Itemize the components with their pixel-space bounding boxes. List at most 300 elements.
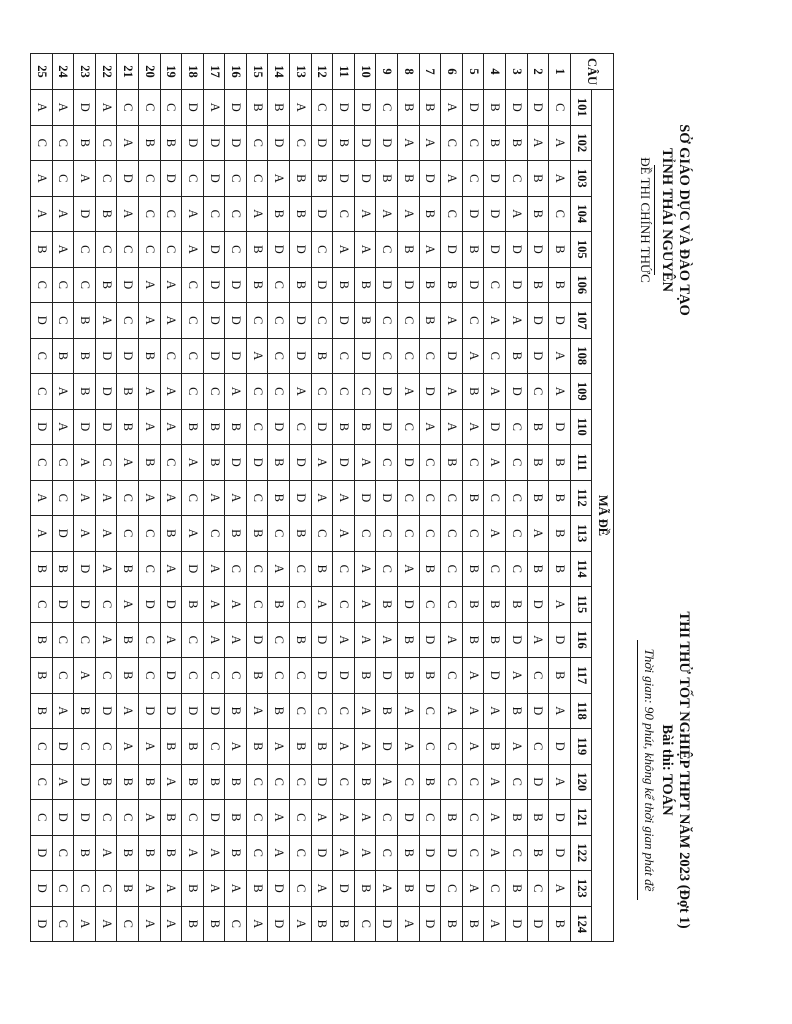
- answer-cell: D: [95, 374, 117, 410]
- answer-cell: A: [506, 658, 528, 694]
- answer-cell: D: [30, 835, 52, 871]
- answer-cell: A: [95, 516, 117, 552]
- answer-cell: B: [268, 445, 290, 481]
- answer-cell: B: [290, 267, 312, 303]
- answer-cell: C: [138, 196, 160, 232]
- answer-cell: C: [246, 480, 268, 516]
- question-number: 4: [484, 54, 506, 90]
- answer-cell: B: [398, 161, 420, 197]
- table-row: [311, 54, 333, 942]
- answer-cell: A: [160, 409, 182, 445]
- answer-cell: C: [225, 906, 247, 942]
- answer-cell: A: [160, 303, 182, 339]
- answer-cell: C: [311, 516, 333, 552]
- answer-cell: C: [354, 374, 376, 410]
- answer-cell: C: [333, 587, 355, 623]
- answer-cell: B: [484, 125, 506, 161]
- answer-cell: B: [246, 729, 268, 765]
- answer-cell: C: [527, 871, 549, 907]
- answer-cell: C: [182, 161, 204, 197]
- header-left-rule: [654, 165, 655, 275]
- answer-cell: C: [354, 906, 376, 942]
- answer-cell: B: [95, 764, 117, 800]
- answer-cell: C: [290, 764, 312, 800]
- answer-cell: C: [333, 693, 355, 729]
- answer-cell: A: [268, 800, 290, 836]
- answer-cell: D: [484, 232, 506, 268]
- answer-cell: C: [30, 800, 52, 836]
- answer-cell: D: [462, 90, 484, 126]
- answer-cell: B: [138, 125, 160, 161]
- answer-cell: C: [506, 835, 528, 871]
- answer-cell: C: [398, 303, 420, 339]
- answer-cell: A: [52, 90, 74, 126]
- answer-cell: D: [203, 303, 225, 339]
- answer-cell: B: [311, 729, 333, 765]
- answer-cell: B: [462, 906, 484, 942]
- answer-cell: A: [225, 480, 247, 516]
- answer-cell: B: [333, 409, 355, 445]
- answer-cell: A: [462, 693, 484, 729]
- answer-cell: B: [549, 658, 571, 694]
- answer-cell: A: [74, 906, 96, 942]
- answer-cell: C: [441, 125, 463, 161]
- answer-cell: A: [398, 374, 420, 410]
- answer-cell: D: [52, 800, 74, 836]
- answer-cell: B: [30, 551, 52, 587]
- question-column-header: CÂU: [570, 54, 613, 90]
- answer-cell: A: [160, 551, 182, 587]
- answer-cell: D: [268, 871, 290, 907]
- answer-cell: C: [398, 338, 420, 374]
- answer-cell: C: [398, 764, 420, 800]
- answer-cell: A: [290, 374, 312, 410]
- answer-cell: D: [527, 906, 549, 942]
- answer-cell: B: [354, 658, 376, 694]
- answer-cell: C: [74, 871, 96, 907]
- answer-cell: C: [506, 551, 528, 587]
- answer-cell: B: [527, 445, 549, 481]
- answer-cell: D: [52, 729, 74, 765]
- answer-cell: A: [333, 800, 355, 836]
- answer-cell: A: [74, 161, 96, 197]
- answer-cell: B: [462, 480, 484, 516]
- answer-cell: B: [398, 622, 420, 658]
- answer-cell: B: [117, 871, 139, 907]
- answer-cell: A: [30, 90, 52, 126]
- answer-cell: C: [376, 90, 398, 126]
- answer-cell: B: [506, 338, 528, 374]
- header-row-codes: [570, 54, 592, 942]
- answer-cell: D: [246, 622, 268, 658]
- answer-cell: B: [506, 587, 528, 623]
- table-row: [225, 54, 247, 942]
- answer-cell: A: [74, 445, 96, 481]
- answer-cell: A: [52, 374, 74, 410]
- answer-cell: D: [462, 196, 484, 232]
- answer-cell: B: [549, 480, 571, 516]
- answer-cell: B: [246, 232, 268, 268]
- answer-cell: A: [160, 906, 182, 942]
- answer-cell: B: [268, 196, 290, 232]
- answer-cell: B: [506, 693, 528, 729]
- answer-cell: C: [30, 729, 52, 765]
- answer-cell: A: [138, 906, 160, 942]
- answer-cell: A: [441, 622, 463, 658]
- answer-cell: D: [333, 303, 355, 339]
- answer-cell: D: [527, 303, 549, 339]
- answer-cell: B: [376, 161, 398, 197]
- answer-cell: C: [268, 267, 290, 303]
- answer-cell: C: [419, 693, 441, 729]
- answer-cell: C: [117, 90, 139, 126]
- answer-cell: D: [354, 90, 376, 126]
- exam-code-header: 101: [570, 90, 592, 126]
- answer-cell: A: [462, 871, 484, 907]
- answer-cell: C: [246, 551, 268, 587]
- answer-cell: B: [419, 267, 441, 303]
- answer-cell: B: [462, 374, 484, 410]
- answer-cell: D: [30, 409, 52, 445]
- answer-cell: B: [117, 658, 139, 694]
- answer-cell: C: [52, 871, 74, 907]
- answer-cell: B: [311, 551, 333, 587]
- answer-cell: B: [549, 445, 571, 481]
- answer-cell: B: [419, 303, 441, 339]
- exam-code-header: 117: [570, 658, 592, 694]
- exam-code-header: 105: [570, 232, 592, 268]
- answer-cell: A: [484, 303, 506, 339]
- answer-cell: B: [484, 729, 506, 765]
- question-number: 5: [462, 54, 484, 90]
- answer-cell: C: [419, 587, 441, 623]
- answer-cell: A: [441, 90, 463, 126]
- answer-cell: A: [203, 835, 225, 871]
- answer-cell: B: [246, 658, 268, 694]
- answer-cell: A: [527, 125, 549, 161]
- answer-cell: A: [506, 729, 528, 765]
- question-number: 21: [117, 54, 139, 90]
- answer-cell: D: [311, 622, 333, 658]
- answer-cell: B: [268, 587, 290, 623]
- answer-cell: C: [527, 729, 549, 765]
- answer-cell: A: [117, 693, 139, 729]
- answer-cell: A: [484, 516, 506, 552]
- answer-cell: C: [182, 338, 204, 374]
- answer-cell: C: [138, 551, 160, 587]
- answer-cell: A: [203, 622, 225, 658]
- answer-cell: B: [138, 445, 160, 481]
- answer-cell: C: [95, 587, 117, 623]
- answer-cell: B: [527, 835, 549, 871]
- answer-cell: D: [376, 906, 398, 942]
- answer-cell: C: [117, 232, 139, 268]
- answer-cell: A: [441, 303, 463, 339]
- exam-code-header: 106: [570, 267, 592, 303]
- answer-cell: C: [203, 658, 225, 694]
- answer-cell: A: [419, 125, 441, 161]
- org-name: SỞ GIÁO DỤC VÀ ĐÀO TẠO: [676, 124, 692, 316]
- answer-cell: B: [268, 90, 290, 126]
- answer-cell: D: [311, 764, 333, 800]
- answer-cell: C: [30, 445, 52, 481]
- table-row: [160, 54, 182, 942]
- answer-cell: B: [354, 267, 376, 303]
- answer-cell: B: [527, 267, 549, 303]
- answer-cell: C: [74, 729, 96, 765]
- answer-cell: C: [138, 622, 160, 658]
- answer-cell: D: [74, 90, 96, 126]
- answer-cell: A: [506, 303, 528, 339]
- answer-cell: D: [419, 622, 441, 658]
- answer-cell: C: [462, 445, 484, 481]
- answer-cell: A: [182, 232, 204, 268]
- answer-cell: C: [52, 161, 74, 197]
- answer-cell: A: [182, 835, 204, 871]
- answer-cell: B: [30, 232, 52, 268]
- answer-cell: B: [527, 409, 549, 445]
- answer-cell: A: [52, 232, 74, 268]
- answer-cell: B: [160, 800, 182, 836]
- answer-cell: C: [376, 303, 398, 339]
- answer-cell: C: [30, 338, 52, 374]
- answer-cell: D: [290, 338, 312, 374]
- answer-cell: D: [376, 729, 398, 765]
- answer-cell: C: [376, 445, 398, 481]
- answer-cell: D: [30, 906, 52, 942]
- answer-cell: D: [549, 835, 571, 871]
- answer-cell: C: [419, 516, 441, 552]
- answer-cell: C: [52, 267, 74, 303]
- answer-cell: C: [398, 480, 420, 516]
- answer-cell: C: [419, 445, 441, 481]
- answer-cell: A: [354, 445, 376, 481]
- answer-cell: D: [225, 303, 247, 339]
- answer-cell: B: [419, 196, 441, 232]
- answer-cell: D: [74, 800, 96, 836]
- answer-cell: D: [506, 90, 528, 126]
- answer-cell: C: [462, 835, 484, 871]
- answer-cell: C: [95, 658, 117, 694]
- answer-cell: D: [182, 551, 204, 587]
- answer-cell: C: [419, 338, 441, 374]
- table-row: [484, 54, 506, 942]
- answer-cell: C: [419, 729, 441, 765]
- answer-cell: A: [225, 587, 247, 623]
- table-row: [95, 54, 117, 942]
- answer-cell: A: [484, 445, 506, 481]
- answer-cell: B: [182, 871, 204, 907]
- answer-cell: C: [117, 516, 139, 552]
- answer-cell: D: [376, 374, 398, 410]
- question-number: 23: [74, 54, 96, 90]
- answer-cell: D: [549, 622, 571, 658]
- answer-cell: A: [30, 480, 52, 516]
- answer-cell: C: [30, 764, 52, 800]
- answer-cell: B: [30, 658, 52, 694]
- table-row: [30, 54, 52, 942]
- answer-cell: D: [398, 445, 420, 481]
- exam-duration: Thời gian: 90 phút, không kể thời gian phát đề: [642, 648, 657, 892]
- question-number: 15: [246, 54, 268, 90]
- answer-cell: C: [484, 267, 506, 303]
- answer-cell: B: [182, 729, 204, 765]
- answer-cell: D: [74, 551, 96, 587]
- answer-cell: D: [203, 161, 225, 197]
- answer-cell: D: [333, 161, 355, 197]
- answer-cell: B: [246, 516, 268, 552]
- answer-cell: D: [441, 338, 463, 374]
- table-row: [246, 54, 268, 942]
- answer-cell: A: [160, 374, 182, 410]
- answer-cell: A: [376, 871, 398, 907]
- answer-cell: D: [225, 125, 247, 161]
- answer-cell: C: [506, 480, 528, 516]
- question-number: 1: [549, 54, 571, 90]
- answer-cell: B: [74, 338, 96, 374]
- answer-cell: B: [30, 622, 52, 658]
- answer-cell: A: [203, 871, 225, 907]
- answer-cell: D: [203, 232, 225, 268]
- table-row: [290, 54, 312, 942]
- answer-cell: A: [311, 587, 333, 623]
- answer-cell: A: [74, 516, 96, 552]
- answer-cell: C: [290, 587, 312, 623]
- answer-cell: D: [506, 232, 528, 268]
- answer-cell: A: [138, 303, 160, 339]
- answer-cell: C: [441, 196, 463, 232]
- answer-cell: C: [268, 516, 290, 552]
- answer-cell: B: [354, 764, 376, 800]
- answer-cell: D: [160, 161, 182, 197]
- answer-cell: B: [290, 516, 312, 552]
- answer-cell: C: [506, 516, 528, 552]
- answer-cell: A: [354, 800, 376, 836]
- answer-cell: C: [333, 196, 355, 232]
- answer-cell: A: [95, 906, 117, 942]
- answer-cell: A: [268, 835, 290, 871]
- answer-cell: B: [354, 303, 376, 339]
- table-row: [117, 54, 139, 942]
- answer-cell: B: [311, 161, 333, 197]
- table-row: [462, 54, 484, 942]
- answer-cell: D: [419, 374, 441, 410]
- answer-cell: B: [138, 835, 160, 871]
- exam-code-header: 107: [570, 303, 592, 339]
- answer-cell: A: [462, 338, 484, 374]
- answer-cell: A: [225, 622, 247, 658]
- answer-cell: C: [311, 303, 333, 339]
- answer-cell: A: [182, 196, 204, 232]
- answer-cell: C: [311, 232, 333, 268]
- answer-cell: B: [311, 906, 333, 942]
- question-number: 6: [441, 54, 463, 90]
- answer-cell: A: [333, 622, 355, 658]
- answer-cell: A: [160, 764, 182, 800]
- answer-cell: C: [138, 90, 160, 126]
- question-number: 18: [182, 54, 204, 90]
- answer-cell: D: [462, 267, 484, 303]
- exam-code-header: 114: [570, 551, 592, 587]
- answer-cell: A: [138, 409, 160, 445]
- answer-cell: C: [290, 551, 312, 587]
- answer-cell: D: [30, 303, 52, 339]
- answer-cell: A: [398, 125, 420, 161]
- answer-cell: B: [398, 232, 420, 268]
- answer-cell: B: [203, 409, 225, 445]
- exam-code-header: 120: [570, 764, 592, 800]
- answer-cell: A: [311, 480, 333, 516]
- answer-cell: B: [462, 551, 484, 587]
- answer-cell: C: [52, 125, 74, 161]
- question-number: 3: [506, 54, 528, 90]
- answer-cell: C: [441, 871, 463, 907]
- answer-cell: A: [52, 409, 74, 445]
- answer-cell: D: [441, 835, 463, 871]
- answer-cell: A: [117, 729, 139, 765]
- answer-cell: D: [441, 232, 463, 268]
- answer-cell: C: [268, 303, 290, 339]
- answer-cell: D: [398, 800, 420, 836]
- answer-cell: A: [354, 196, 376, 232]
- answer-cell: A: [160, 480, 182, 516]
- answer-cell: D: [182, 90, 204, 126]
- answer-cell: D: [182, 693, 204, 729]
- question-number: 10: [354, 54, 376, 90]
- answer-cell: B: [354, 409, 376, 445]
- exam-code-header: 118: [570, 693, 592, 729]
- answer-cell: C: [95, 125, 117, 161]
- answer-cell: D: [333, 658, 355, 694]
- answer-cell: C: [225, 196, 247, 232]
- exam-code-header: 124: [570, 906, 592, 942]
- answer-cell: C: [182, 267, 204, 303]
- answer-cell: A: [246, 196, 268, 232]
- answer-cell: A: [549, 374, 571, 410]
- answer-cell: D: [138, 587, 160, 623]
- answer-cell: A: [462, 729, 484, 765]
- answer-cell: C: [52, 622, 74, 658]
- answer-cell: C: [441, 764, 463, 800]
- answer-cell: A: [95, 835, 117, 871]
- answer-cell: B: [246, 90, 268, 126]
- answer-cell: A: [117, 125, 139, 161]
- answer-cell: D: [311, 409, 333, 445]
- answer-cell: D: [549, 303, 571, 339]
- answer-cell: C: [484, 551, 506, 587]
- answer-cell: A: [138, 374, 160, 410]
- answer-cell: D: [290, 480, 312, 516]
- answer-cell: C: [376, 232, 398, 268]
- answer-cell: D: [506, 267, 528, 303]
- answer-cell: A: [549, 338, 571, 374]
- answer-cell: C: [52, 835, 74, 871]
- answer-cell: A: [549, 764, 571, 800]
- answer-cell: C: [290, 693, 312, 729]
- answer-cell: D: [311, 125, 333, 161]
- answer-cell: B: [549, 516, 571, 552]
- answer-cell: B: [246, 267, 268, 303]
- table-row: [441, 54, 463, 942]
- answer-cell: A: [484, 835, 506, 871]
- answer-cell: B: [182, 409, 204, 445]
- answer-cell: D: [268, 125, 290, 161]
- answer-cell: C: [246, 303, 268, 339]
- answer-cell: D: [354, 480, 376, 516]
- answer-cell: B: [182, 587, 204, 623]
- answer-cell: C: [138, 232, 160, 268]
- answer-cell: A: [549, 693, 571, 729]
